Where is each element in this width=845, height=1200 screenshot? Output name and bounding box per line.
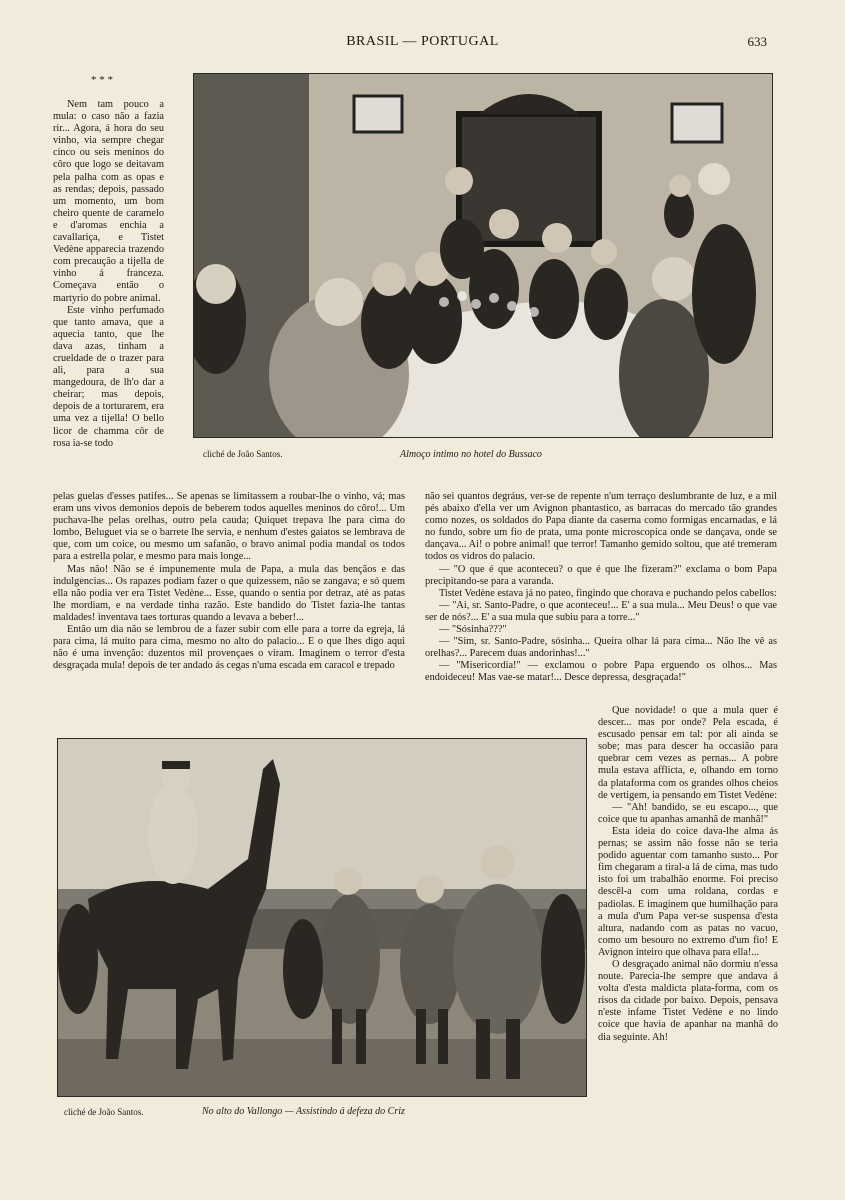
paragraph: Nem tam pouco a mula: o caso não a fazia rir... Agora, á hora do seu vinho, via sempre chegar cinco ou seis meninos do côro que logo se deitavam pela palha com as opas e as rendas; depois, passado um momento, um bom cheiro quente de caramelo e d'aromas enchia a cavallariça, e Tistet Vedène apparecia trazendo com precaução a tijella de vinho á franceza. Começava então o martyrio do pobre animal. bbox=[53, 99, 164, 304]
paragraph: Mas não! Não se é impunemente mula de Papa, a mula das bençãos e das indulgencias... Os rapazes podiam fazer o que quizessem, não se zangava; e só quem ella não podia ver era Tistet Vedène... Esse, quando o sentia por detraz, até as patas lhe mordiam, e na verdade tinha razão. Este bandido do Tistet fazia-lhe tantas maldades! inventava taes torturas quando a levava a beber!... bbox=[53, 563, 405, 623]
photo-lunch-illustration bbox=[194, 74, 772, 437]
paragraph: pelas guelas d'esses patifes... Se apenas se limitassem a roubar-lhe o vinho, vá; mas eram uns vivos demonios depois de beberem todos aquelles meninos do côro!... Um puchava-lhe pelas orelhas, outro pela cauda; Quiquet trepava lhe para cima do lombo, Beluguet via se o barrete lhe servia, e nenhum d'estes gaiatos se lembrava de que, com um coice, ou mesmo um safanão, o bravo animal podia mandal os todos para a estrella polar, e mesmo para mais longe... bbox=[53, 491, 405, 563]
paragraph: O desgraçado animal não dormiu n'essa noute. Parecia-lhe sempre que andava á volta d'esta maldicta plata-forma, com os risos da cidade por baixo. Depois, pensava n'este infame Tistet Vedène e no lindo coice que havia de apanhar na manhã do dia seguinte. Ah! bbox=[598, 958, 778, 1043]
paragraph: não sei quantos degráus, ver-se de repente n'um terraço deslumbrante de luz, e a mil pés abaixo d'ella ver um Avignon phantastico, as barracas do mercado tão grandes como nozes, os soldados do Papa diante da caserna como formigas encarnadas, e lá no fundo, sobre um fio de prata, uma ponte microscopica onde se dançava, onde se dançava... Ai! o pobre animal! que terror! Tamanho gemido soltou, que até tremeram todos os vidros do palacio. bbox=[425, 491, 777, 563]
paragraph: — "Sósinha???" bbox=[439, 624, 507, 636]
text-column-left-wide bbox=[53, 491, 405, 711]
paragraph: Tistet Vedène estava já no pateo, fingindo que chorava e puchando pelos cabellos: bbox=[439, 587, 777, 599]
photo-top-credit: cliché de João Santos. bbox=[203, 449, 283, 459]
photo-lunch-bussaco bbox=[193, 73, 773, 438]
photo-top-caption: Almoço intimo no hotel do Bussaco bbox=[400, 449, 542, 460]
paragraph: Este vinho perfumado que tanto amava, que a aquecia tanto, que lhe dava azas, tinham a crueldade de o trazer para ali, para a sua mangedoura, de lh'o dar a cheirar; mas depois, depois de a torturarem, era uma vez a tijella! O bello licor de chamma côr de rosa ia-se todo bbox=[53, 304, 164, 449]
photo-bottom-caption: No alto do Vallongo — Assistindo á defeza do Criz bbox=[202, 1106, 405, 1117]
photo-bottom-credit: cliché de João Santos. bbox=[64, 1107, 144, 1117]
paragraph: — "Ah! bandido, se eu escapo..., que coice que tu apanhas amanhã de manhã!" bbox=[598, 801, 778, 825]
text-column-right-narrow bbox=[598, 705, 778, 1125]
paragraph: — "Misericordia!" — exclamou o pobre Papa erguendo os olhos... Mas endoideceu! Mas vae-se matar!... Desce depressa, desgraçada!" bbox=[425, 660, 777, 684]
paragraph: Que novidade! o que a mula quer é descer... mas por onde? Pela escada, é escusado pensar em tal: por ali ainda se sobe; mas para descer ha occasião para quebrar cem vezes as pernas... A pobre mula estava afflicta, e, olhando em torno da plataforma com os grandes olhos cheios de vertigem, ia pensando em Tistet Vedène: bbox=[598, 705, 778, 801]
paragraph: — "Sim, sr. Santo-Padre, sósinha... Queira olhar lá para cima... Não lhe vê as orelhas?... Parecem duas andorinhas!..." bbox=[425, 636, 777, 660]
section-ornament: * * * bbox=[91, 74, 113, 86]
photo-vallongo-illustration bbox=[58, 739, 586, 1096]
text-column-right-wide bbox=[425, 491, 777, 709]
photo-vallongo bbox=[57, 738, 587, 1097]
paragraph: Então um dia não se lembrou de a fazer subir com elle para a torre da egreja, lá para cima, lá muito para cima, mesmo no alto do palacio... E o que lhes digo aqui não é uma invenção: duzentos mil provençaes o viram. Imaginem o terror d'esta desgraçada mula! depois de ter andado ás cegas n'uma escada em caracol e trepado bbox=[53, 624, 405, 672]
publication-title: BRASIL — PORTUGAL bbox=[346, 34, 499, 49]
paragraph: Esta ideia do coice dava-lhe alma ás pernas; se assim não fosse não se teria podido aguentar com tamanho susto... Por fim chegaram a tiral-a lá de cima, mas tudo isto foi um trabalhão enorme. Foi preciso descêl-a com uma roldana, cordas e padiolas. E imaginem que humilhação para a mula d'um Papa ver-se suspensa d'esta altura, nadando com as patas no vacuo, como um besouro no extremo d'um fio! E Avignon inteiro que olhava para ella!... bbox=[598, 825, 778, 958]
paragraph: — "O que é que aconteceu? o que é que lhe fizeram?" exclama o bom Papa precipitando-se para a varanda. bbox=[425, 563, 777, 587]
paragraph: — "Ai, sr. Santo-Padre, o que aconteceu!... E' a sua mula... Meu Deus! o que vae ser de nós?... E' a sua mula que subiu para a torre..." bbox=[425, 599, 777, 623]
running-header bbox=[0, 34, 845, 54]
text-column-left-narrow bbox=[53, 99, 164, 491]
page-number: 633 bbox=[747, 34, 767, 49]
